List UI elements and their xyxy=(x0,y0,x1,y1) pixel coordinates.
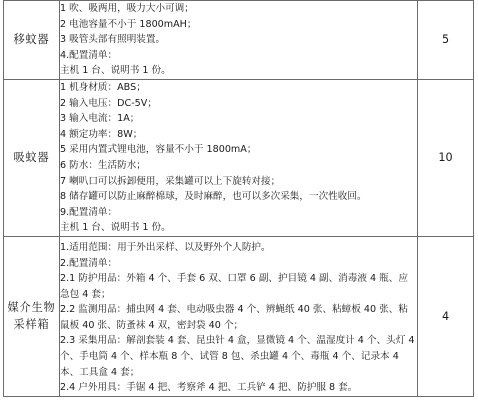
item-name: 吸蚊器 xyxy=(13,151,50,165)
spec-line: 主机 1 台、说明书 1 份。 xyxy=(60,222,171,234)
spec-line: 2.1 防护用品：外箱 4 个、手套 6 双、口罩 6 副、护目镜 4 副、消毒液 4 瓶、应急包 4 套； xyxy=(60,273,408,300)
table-row xyxy=(4,79,474,236)
spec-line: 3 输入电流：1A； xyxy=(60,113,140,125)
spec-line: 9.配置清单： xyxy=(60,206,118,218)
item-name-line: 采样箱 xyxy=(13,318,50,332)
spec-line: 8 储存罐可以防止麻醉棉球，及时麻醉，也可以多次采集，一次性收回。 xyxy=(60,191,367,203)
item-name-cell xyxy=(4,236,60,396)
item-name-cell xyxy=(4,79,60,236)
item-qty-cell xyxy=(418,79,474,236)
spec-line: 7 喇叭口可以拆卸便用，采集罐可以上下旋转对接； xyxy=(60,175,281,187)
item-qty: 10 xyxy=(438,151,453,165)
spec-line: 2 输入电压：DC-5V； xyxy=(60,97,157,109)
item-qty-cell xyxy=(418,236,474,396)
spec-line: 2.4 户外用具：手锯 4 把、考察斧 4 把、工兵铲 4 把、防护服 8 套。 xyxy=(60,382,358,394)
spec-line: 3 吸管头部有照明装置。 xyxy=(60,34,166,46)
spec-line: 1 机身材质：ABS； xyxy=(60,81,146,93)
spec-line: 4.配置清单： xyxy=(60,49,118,61)
item-name-line: 媒介生物 xyxy=(7,301,56,315)
spec-line: 2.3 采集用品：解剖套装 4 套、昆虫针 4 盒，显微镜 4 个、温湿度计 4 个、头灯 4 个、手电筒 4 个、样本瓶 8 个、试管 8 包、杀虫罐 4 个、毒瓶 4 个、记录本 4 本、工具盒 4 套； xyxy=(60,335,415,378)
spec-line: 6 防水：生活防水； xyxy=(60,159,146,171)
table-row xyxy=(4,1,474,80)
item-name-cell xyxy=(4,1,60,80)
item-spec-cell xyxy=(60,79,418,236)
spec-line: 2.2 监测用品：捕虫网 4 套、电动吸虫器 4 个、辨蝇纸 40 张、粘蟑板 40 张、粘鼠板 40 张、防蚤袜 4 双，密封袋 40 个； xyxy=(60,304,408,331)
item-name: 移蚊器 xyxy=(13,33,50,47)
spec-line: 5 采用内置式锂电池，容量不小于 1800mA； xyxy=(60,144,257,156)
spec-line: 1 吹、吸两用，吸力大小可调； xyxy=(60,3,194,14)
spec-line: 1.适用范围：用于外出采样、以及野外个人防护。 xyxy=(60,241,271,253)
item-spec-cell xyxy=(60,236,418,396)
item-qty-cell xyxy=(418,1,474,80)
spec-line: 2.配置清单： xyxy=(60,257,118,269)
spec-line: 主机 1 台、说明书 1 份。 xyxy=(60,65,171,77)
spec-line: 2 电池容量不小于 1800mAH； xyxy=(60,18,197,30)
spec-table xyxy=(3,0,474,397)
table-row xyxy=(4,236,474,396)
item-qty: 4 xyxy=(441,309,450,323)
item-spec-cell xyxy=(60,1,418,80)
spec-line: 4 额定功率：8W； xyxy=(60,128,143,140)
item-qty: 5 xyxy=(441,33,450,47)
